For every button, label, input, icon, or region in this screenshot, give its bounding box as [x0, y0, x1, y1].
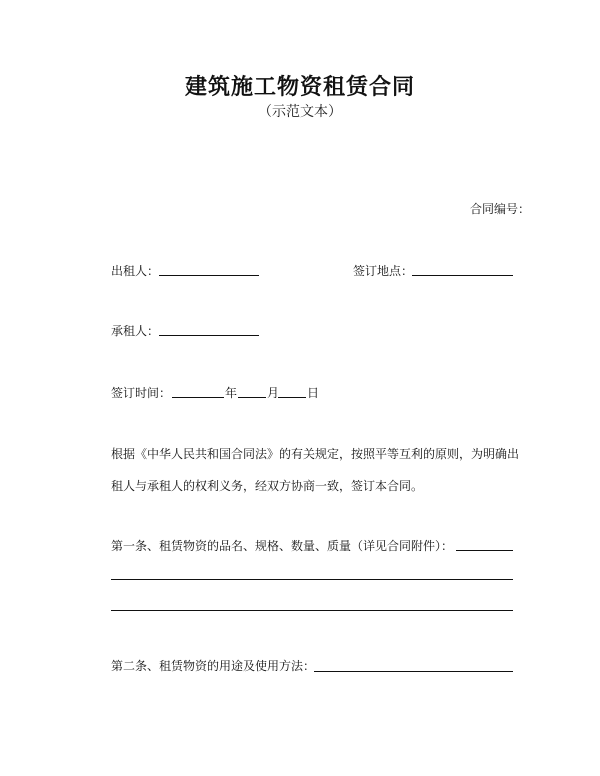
- year-label: 年: [225, 386, 238, 400]
- article-2-blank[interactable]: [314, 671, 513, 672]
- contract-number-label: 合同编号：: [470, 202, 531, 216]
- signing-time-label: 签订时间：: [111, 386, 172, 400]
- article-1-blank-inline[interactable]: [456, 550, 513, 551]
- document-title: 建筑施工物资租赁合同: [184, 75, 415, 100]
- article-1-heading: 第一条、租赁物资的品名、规格、数量、质量（详见合同附件）：: [111, 539, 454, 553]
- intro-paragraph-line-1: 根据《中华人民共和国合同法》的有关规定，按照平等互利的原则，为明确出: [111, 447, 520, 461]
- intro-paragraph-line-2: 租人与承租人的权利义务，经双方协商一致，签订本合同。: [111, 479, 424, 493]
- month-blank[interactable]: [238, 397, 266, 398]
- signing-place-blank[interactable]: [412, 275, 513, 276]
- signing-place-label: 签订地点：: [353, 264, 414, 278]
- day-blank[interactable]: [278, 397, 306, 398]
- document-subtitle: （示范文本）: [258, 104, 342, 120]
- lessee-label: 承租人：: [111, 324, 160, 338]
- article-2-heading: 第二条、租赁物资的用途及使用方法：: [111, 659, 316, 673]
- article-1-blank-line-2[interactable]: [111, 610, 513, 611]
- year-blank[interactable]: [172, 397, 224, 398]
- day-label: 日: [307, 386, 320, 400]
- lessor-label: 出租人：: [111, 264, 160, 278]
- lessor-blank[interactable]: [159, 275, 259, 276]
- article-1-blank-line-1[interactable]: [111, 579, 513, 580]
- month-label: 月: [267, 386, 280, 400]
- lessee-blank[interactable]: [159, 335, 259, 336]
